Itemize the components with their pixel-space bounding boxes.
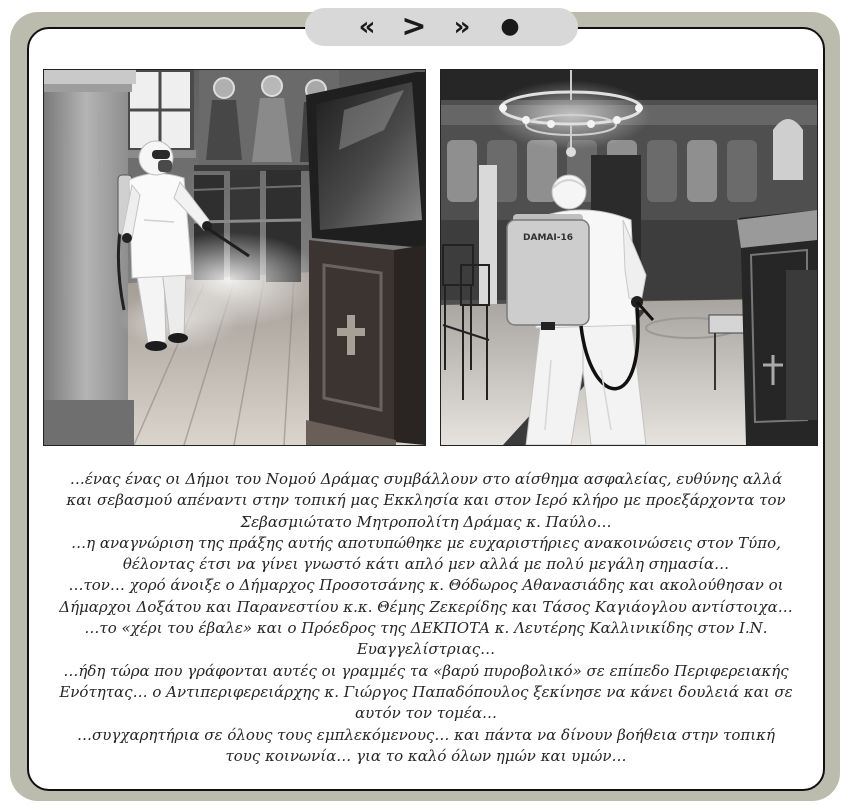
backpack-sprayer [507, 214, 589, 330]
text-line: …τον… χορό άνοιξε ο Δήμαρχος Προσοτσάνης κ. Θόδωρος Αθανασιάδης και ακολούθησαν οι [68, 576, 784, 595]
paragraph [27, 575, 825, 618]
text-line: Σεβασμιώτατο Μητροπολίτη Δράμας κ. Παύλο… [240, 512, 612, 531]
icon-stand [737, 210, 817, 445]
icon-stand [306, 72, 425, 445]
sprayer-label: DAMAI-16 [523, 233, 573, 243]
article-text [27, 469, 825, 767]
text-line: θέλοντας έτσι να γίνει γνωστό κάτι απλό μεν αλλά με πολύ μεγάλη σημασία… [122, 555, 730, 574]
arched-window [773, 119, 803, 180]
text-line: τους κοινωνία… για το καλό όλων ημών και υμών… [225, 746, 627, 765]
iconostasis-icon [687, 140, 717, 202]
photo-left-scene [44, 70, 425, 445]
text-line: …συγχαρητήρια σε όλους τους εμπλεκόμενους… και πάντα να δίνουν βοήθεια στην τοπική [77, 725, 775, 744]
text-line: …ήδη τώρα που γράφονται αυτές οι γραμμές τα «βαρύ πυροβολικό» σε επίπεδο Περιφερειακής [63, 661, 789, 680]
paragraph [27, 725, 825, 768]
text-line: Δήμαρχοι Δοξάτου και Παρανεστίου κ.κ. Θέμης Ζεκερίδης και Τάσος Καγιάογλου αντίστοιχα… [59, 597, 793, 616]
iconostasis-icon [727, 140, 757, 202]
iconostasis-icon [647, 140, 677, 202]
text-line: Ευαγγελίστριας… [356, 640, 496, 659]
text-line: και σεβασμού απέναντι στην τοπική μας Εκκλησία και στον Ιερό κλήρο με προεξάρχοντα τον [66, 491, 786, 510]
pager-nav [305, 8, 578, 46]
paragraph [27, 533, 825, 576]
photo-right [440, 69, 818, 446]
text-line: …το «χέρι του έβαλε» και ο Πρόεδρος της ΔΕΚΠΟΤΑ κ. Λευτέρης Καλλινικίδης στον Ι.Ν. [84, 619, 768, 638]
iconostasis-icon [447, 140, 477, 202]
double-chevron-left-icon[interactable]: « [358, 12, 376, 42]
chevron-right-icon[interactable]: > [401, 9, 427, 44]
text-line: Ενότητας… ο Αντιπεριφερειάρχης κ. Γιώργος Παπαδόπουλος ξεκίνησε να κάνει δουλειά και σε [59, 682, 793, 701]
paragraph [27, 661, 825, 725]
photo-right-scene [441, 70, 817, 445]
paragraph [27, 469, 825, 533]
text-line: …ένας ένας οι Δήμοι του Νομού Δράμας συμβάλλουν στο αίσθημα ασφαλείας, ευθύνης αλλά [69, 470, 783, 488]
text-line: …η αναγνώριση της πράξης αυτής αποτυπώθηκε με ευχαριστήριες ανακοινώσεις στον Τύπο, [71, 533, 781, 552]
dot-icon[interactable]: ● [500, 14, 520, 39]
photo-left [43, 69, 426, 446]
stone-pillar [44, 70, 136, 445]
double-chevron-right-icon[interactable]: » [453, 12, 471, 42]
text-line: αυτόν τον τομέα… [355, 704, 497, 723]
paragraph [27, 618, 825, 661]
